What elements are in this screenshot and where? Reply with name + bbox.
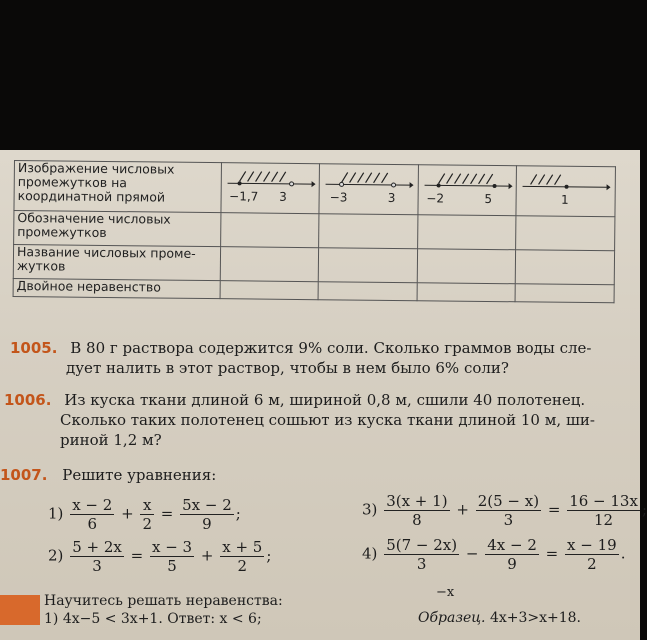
equation-label: 2) [48, 546, 64, 565]
denominator: 2 [142, 515, 152, 533]
tick-label: −1,7 [229, 189, 259, 204]
row-label-double-inequality: Двойное неравенство [13, 278, 220, 298]
empty-cell [417, 249, 516, 284]
row-label-notation: Обозначение числовых промежутков [14, 211, 221, 247]
numerator: x + 5 [222, 538, 263, 556]
denominator: 5 [167, 557, 177, 575]
number-line-1 [221, 165, 319, 190]
denominator: 3 [416, 555, 427, 573]
numerator: 3(x + 1) [386, 492, 448, 510]
problem-number: 1005. [10, 339, 58, 357]
row-label-name: Название числовых проме- жутков [13, 245, 220, 281]
tick-label: 1 [560, 192, 569, 207]
denominator: 3 [92, 557, 102, 575]
operator: − [465, 544, 479, 563]
tick-label: 3 [279, 189, 287, 204]
numerator: 4x − 2 [487, 536, 537, 554]
empty-cell [417, 283, 516, 302]
problem-text: Сколько таких полотенец сошьют из куска ткани длиной 10 м, ши- [60, 411, 595, 429]
empty-cell [319, 214, 418, 249]
denominator: 8 [412, 511, 422, 529]
fraction [70, 538, 124, 575]
row-label-image: Изображение числовых промежутков на координатной прямой [14, 161, 221, 213]
fraction [140, 496, 154, 533]
fraction [384, 536, 459, 573]
fraction [565, 536, 619, 573]
problem-1007 [0, 465, 216, 485]
equation-1 [48, 496, 241, 533]
example-line: 1) 4x−5 < 3x+1. Ответ: x < 6; [44, 611, 262, 627]
operator: = [547, 500, 561, 519]
fraction [150, 538, 194, 575]
denominator: 2 [237, 557, 248, 575]
problem-1006 [4, 390, 595, 450]
equation-label: 1) [48, 504, 64, 523]
sample-label: Образец. [418, 610, 486, 626]
numerator: x − 3 [151, 538, 193, 556]
numerator: x − 2 [72, 496, 113, 514]
equation-4 [362, 536, 625, 573]
equation-2 [48, 538, 271, 575]
fraction [220, 538, 264, 575]
sample-annotation: −x [436, 585, 455, 600]
section-title: Научитесь решать неравенства: [44, 593, 283, 609]
equation-label: 3) [362, 500, 378, 519]
section-marker [0, 595, 40, 625]
empty-cell [516, 250, 615, 285]
fraction [485, 536, 539, 573]
empty-cell [220, 213, 319, 248]
punctuation: . [620, 544, 626, 563]
tick-label: 5 [484, 191, 493, 207]
operator: + [456, 500, 469, 519]
number-line-cell-2 [319, 164, 418, 215]
empty-cell [220, 281, 319, 300]
denominator: 6 [87, 515, 98, 533]
tick-label: 3 [387, 190, 396, 205]
textbook-page [0, 150, 647, 640]
denominator: 3 [503, 511, 514, 529]
numerator: x [140, 496, 154, 515]
punctuation: ; [266, 546, 272, 565]
denominator: 9 [507, 555, 517, 573]
operator: = [545, 544, 559, 563]
equation-label: 4) [362, 544, 378, 563]
empty-cell [318, 282, 417, 301]
empty-cell [516, 216, 615, 251]
number-line-3 [418, 167, 516, 192]
empty-cell [417, 215, 516, 250]
problem-text: риной 1,2 м? [60, 431, 162, 449]
problem-title: Решите уравнения: [62, 466, 217, 484]
fraction [384, 492, 449, 529]
inequalities-section [44, 592, 283, 628]
empty-cell [220, 247, 319, 282]
operator: = [160, 504, 174, 523]
problem-text: В 80 г раствора содержится 9% соли. Сколько граммов воды сле- [70, 339, 592, 357]
punctuation: ; [641, 500, 647, 519]
problem-1005 [10, 338, 592, 378]
problem-number: 1006. [4, 391, 52, 409]
tick-label: −3 [329, 190, 348, 205]
intervals-table [13, 160, 616, 303]
operator: + [121, 504, 134, 523]
fraction [476, 492, 541, 529]
number-line-2 [320, 166, 418, 191]
number-line-4 [517, 168, 615, 193]
fraction [70, 496, 114, 533]
fraction [180, 496, 234, 533]
number-line-cell-4 [516, 166, 615, 217]
sample-line [418, 610, 581, 626]
denominator: 2 [587, 555, 597, 573]
empty-cell [515, 284, 614, 303]
numerator: 2(5 − x) [477, 492, 540, 510]
denominator: 9 [202, 515, 212, 533]
empty-cell [318, 248, 417, 283]
tick-label: −2 [426, 191, 445, 206]
operator: = [130, 546, 144, 565]
numerator: 16 − 13x [569, 492, 638, 510]
number-line-cell-1 [221, 163, 320, 214]
problem-text: Из куска ткани длиной 6 м, шириной 0,8 м, сшили 40 полотенец. [64, 391, 586, 409]
numerator: 5x − 2 [182, 496, 232, 514]
problem-number: 1007. [0, 466, 48, 484]
numerator: x − 19 [567, 536, 617, 554]
sample-text: 4x+3>x+18. [489, 610, 581, 626]
fraction [567, 492, 640, 529]
denominator: 12 [594, 511, 614, 529]
problem-text: дует налить в этот раствор, чтобы в нем было 6% соли? [66, 359, 509, 377]
equation-3 [362, 492, 647, 529]
punctuation: ; [235, 504, 241, 523]
numerator: 5 + 2x [72, 538, 122, 556]
number-line-cell-3 [418, 165, 517, 216]
operator: + [200, 546, 214, 565]
numerator: 5(7 − 2x) [386, 536, 458, 554]
